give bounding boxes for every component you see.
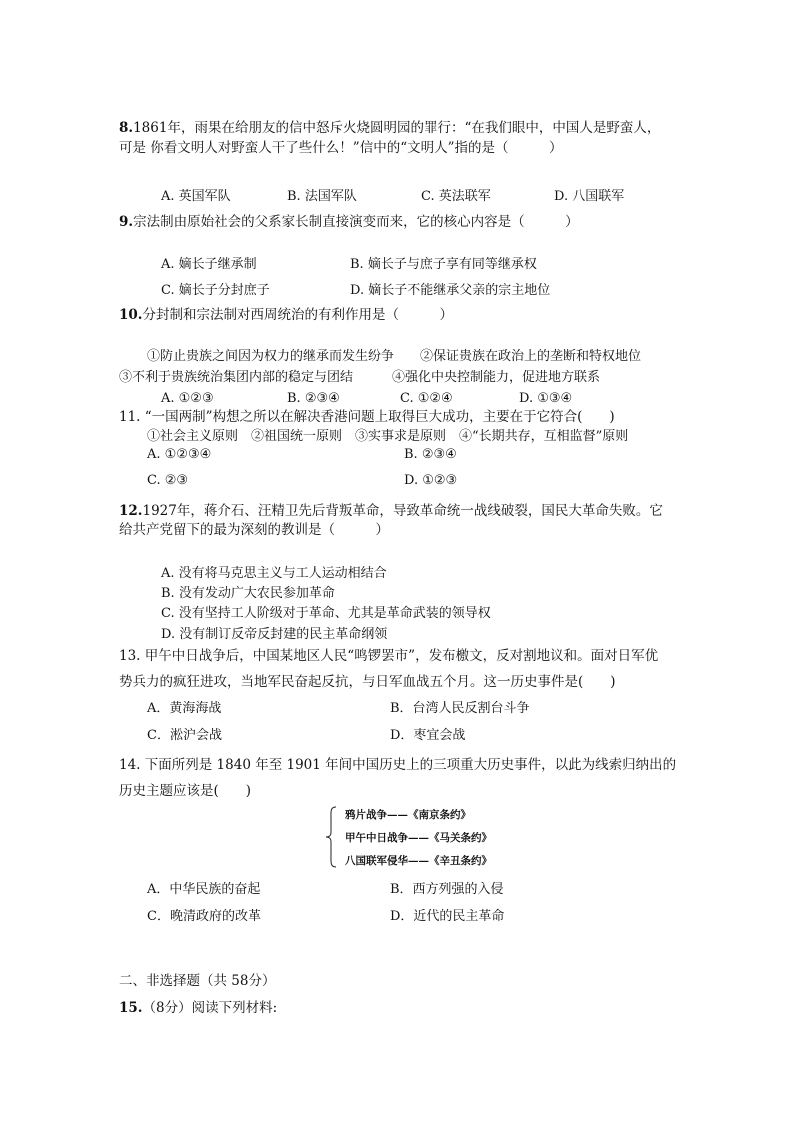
q9-option-b[interactable]: B. 嫡长子与庶子享有同等继承权 xyxy=(350,257,537,272)
event-1: 鸦片战争——《南京条约》 xyxy=(345,809,471,821)
q13-line1: 13. 甲午中日战争后，中国某地区人民“鸣锣罢市”，发布檄文，反对割地议和。面对日军优 xyxy=(119,648,659,664)
q9-option-c[interactable]: C. 嫡长子分封庶子 xyxy=(161,283,270,298)
q11-option-c[interactable]: C. ②③ xyxy=(147,473,189,488)
q10-option-c[interactable]: C. ①②④ xyxy=(400,391,453,406)
q14-option-b[interactable]: B．西方列强的入侵 xyxy=(390,882,504,897)
q11-line: 11. “一国两制”构想之所以在解决香港问题上取得巨大成功，主要在于它符合( ) xyxy=(119,409,615,425)
event-3: 八国联军侵华——《辛丑条约》 xyxy=(345,855,492,867)
event-brace-icon xyxy=(325,806,337,868)
q10-items-line1: ①防止贵族之间因为权力的继承而发生纷争 ②保证贵族在政治上的垄断和特权地位 xyxy=(147,349,642,364)
q12-line2: 给共产党留下的最为深刻的教训是（ ） xyxy=(119,522,389,538)
q11-option-b[interactable]: B. ②③④ xyxy=(404,447,457,462)
q14-line2: 历史主题应该是( ) xyxy=(119,783,252,799)
q9-option-d[interactable]: D. 嫡长子不能继承父亲的宗主地位 xyxy=(350,283,551,298)
q8-text: 1861年，雨果在给朋友的信中怒斥火烧圆明园的罪行：“在我们眼中，中国人是野蛮人， xyxy=(133,120,661,136)
q12-option-c[interactable]: C. 没有坚持工人阶级对于革命、尤其是革命武装的领导权 xyxy=(161,606,491,621)
q12-number: 12. xyxy=(119,503,143,519)
q11-items: ①社会主义原则 ②祖国统一原则 ③实事求是原则 ④“长期共存，互相监督”原则 xyxy=(147,429,629,444)
q12-option-a[interactable]: A. 没有将马克思主义与工人运动相结合 xyxy=(161,566,387,581)
q15-line xyxy=(119,999,277,1017)
q8-option-c[interactable]: C. 英法联军 xyxy=(421,189,491,204)
q8-option-b[interactable]: B. 法国军队 xyxy=(287,189,357,204)
event-2: 甲午中日战争——《马关条约》 xyxy=(345,832,492,844)
q10-option-a[interactable]: A. ①②③ xyxy=(161,391,214,406)
q9-text: 宗法制由原始社会的父系家长制直接演变而来，它的核心内容是（ ） xyxy=(133,214,579,230)
q11-option-d[interactable]: D. ①②③ xyxy=(404,473,458,488)
q13-option-a[interactable]: A．黄海海战 xyxy=(147,701,222,716)
q8-line1 xyxy=(119,119,660,137)
q13-line2: 势兵力的疯狂进攻，当地军民奋起反抗，与日军血战五个月。这一历史事件是( ) xyxy=(119,674,616,690)
q8-option-d[interactable]: D. 八国联军 xyxy=(554,189,625,204)
section-title: 二、非选择题（共 58分） xyxy=(119,973,276,989)
q12-option-d[interactable]: D. 没有制订反帝反封建的民主革命纲领 xyxy=(161,627,388,642)
q14-option-c[interactable]: C．晚清政府的改革 xyxy=(147,909,261,924)
q10-option-b[interactable]: B. ②③④ xyxy=(287,391,340,406)
q8-number: 8. xyxy=(119,120,134,136)
q13-option-d[interactable]: D．枣宜会战 xyxy=(390,728,466,743)
q9-option-a[interactable]: A. 嫡长子继承制 xyxy=(161,257,257,272)
q14-option-a[interactable]: A．中华民族的奋起 xyxy=(147,882,261,897)
q10-line xyxy=(119,306,453,324)
q14-option-d[interactable]: D．近代的民主革命 xyxy=(390,909,505,924)
q10-number: 10. xyxy=(119,307,143,323)
q12-option-b[interactable]: B. 没有发动广大农民参加革命 xyxy=(161,586,335,601)
q13-option-c[interactable]: C．淞沪会战 xyxy=(147,728,222,743)
q8-option-a[interactable]: A. 英国军队 xyxy=(161,189,231,204)
q12-line1 xyxy=(119,502,663,520)
q15-number: 15. xyxy=(119,1000,143,1016)
q9-line xyxy=(119,213,579,231)
q11-option-a[interactable]: A. ①②③④ xyxy=(147,447,212,462)
q10-option-d[interactable]: D. ①③④ xyxy=(519,391,573,406)
q10-text: 分封制和宗法制对西周统治的有利作用是（ ） xyxy=(142,307,453,323)
q8-line2: 可是 你看文明人对野蛮人干了些什么！”信中的“文明人”指的是（ ） xyxy=(119,140,563,156)
q12-text: 1927年，蒋介石、汪精卫先后背叛革命，导致革命统一战线破裂，国民大革命失败。它 xyxy=(142,503,663,519)
q9-number: 9. xyxy=(119,214,134,230)
q13-option-b[interactable]: B．台湾人民反割台斗争 xyxy=(390,701,530,716)
q10-items-line2: ③不利于贵族统治集团内部的稳定与团结 ④强化中央控制能力，促进地方联系 xyxy=(119,370,601,385)
q14-line1: 14. 下面所列是 1840 年至 1901 年间中国历史上的三项重大历史事件，以此为线索归纳出的 xyxy=(119,757,677,773)
q15-text: （8分）阅读下列材料: xyxy=(142,1000,278,1016)
